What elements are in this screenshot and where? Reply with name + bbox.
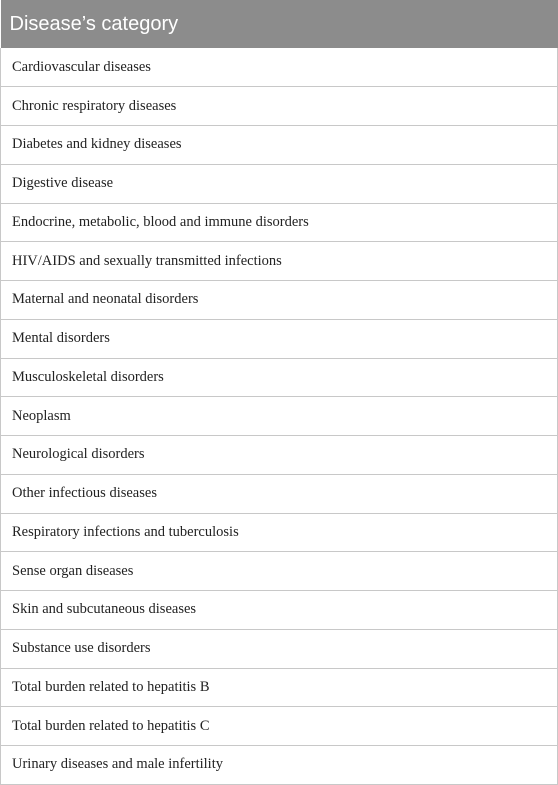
table-cell: Total burden related to hepatitis C — [1, 707, 558, 746]
table-row — [1, 436, 558, 475]
table-header-row — [1, 0, 558, 48]
table-cell: Sense organ diseases — [1, 552, 558, 591]
table-row — [1, 203, 558, 242]
table-row — [1, 48, 558, 87]
table-cell: Musculoskeletal disorders — [1, 358, 558, 397]
table-cell: Respiratory infections and tuberculosis — [1, 513, 558, 552]
table-cell: Endocrine, metabolic, blood and immune disorders — [1, 203, 558, 242]
table-cell: Urinary diseases and male infertility — [1, 746, 558, 785]
table-cell: Other infectious diseases — [1, 474, 558, 513]
table-row — [1, 629, 558, 668]
table-row — [1, 87, 558, 126]
table-row — [1, 591, 558, 630]
table-cell: Neoplasm — [1, 397, 558, 436]
table-cell: Cardiovascular diseases — [1, 48, 558, 87]
table-cell: Mental disorders — [1, 319, 558, 358]
table-cell: Total burden related to hepatitis B — [1, 668, 558, 707]
table-cell: Digestive disease — [1, 164, 558, 203]
table-cell: Diabetes and kidney diseases — [1, 126, 558, 165]
table-row — [1, 746, 558, 785]
table-row — [1, 552, 558, 591]
table-row — [1, 513, 558, 552]
table-cell: Substance use disorders — [1, 629, 558, 668]
table-cell: HIV/AIDS and sexually transmitted infections — [1, 242, 558, 281]
table-cell: Maternal and neonatal disorders — [1, 281, 558, 320]
table-row — [1, 319, 558, 358]
table-row — [1, 358, 558, 397]
table-cell: Skin and subcutaneous diseases — [1, 591, 558, 630]
table-cell: Chronic respiratory diseases — [1, 87, 558, 126]
table-row — [1, 397, 558, 436]
table-row — [1, 668, 558, 707]
table-row — [1, 164, 558, 203]
column-header-disease-category: Disease’s category — [1, 0, 558, 48]
table-body — [1, 48, 558, 784]
table-row — [1, 242, 558, 281]
table-row — [1, 474, 558, 513]
table-row — [1, 126, 558, 165]
table-row — [1, 281, 558, 320]
table-row — [1, 707, 558, 746]
table-cell: Neurological disorders — [1, 436, 558, 475]
